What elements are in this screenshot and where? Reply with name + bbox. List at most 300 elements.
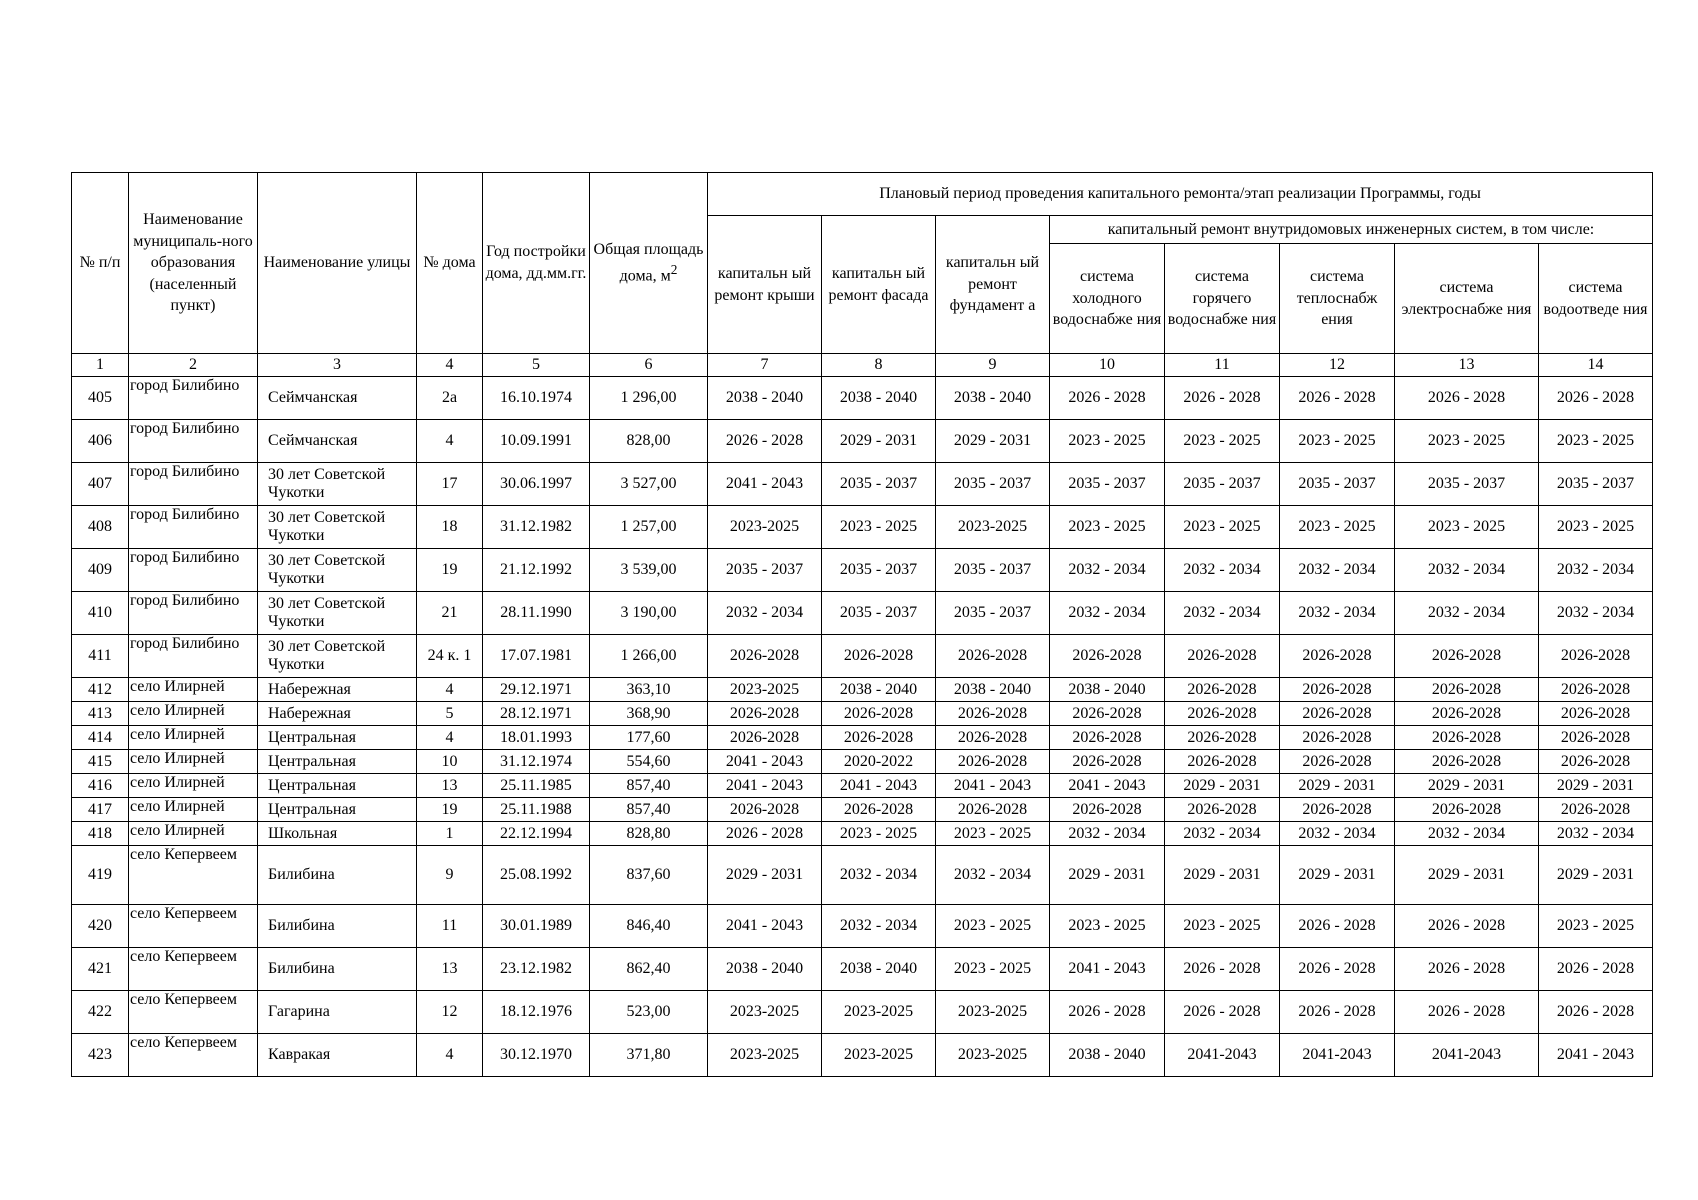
row-municipality: село Кепервеем bbox=[129, 846, 258, 905]
row-street: Набережная bbox=[258, 702, 417, 726]
column-index: 9 bbox=[936, 354, 1050, 377]
header-street: Наименование улицы bbox=[258, 173, 417, 354]
row-foundation-period: 2032 - 2034 bbox=[936, 846, 1050, 905]
row-number: 405 bbox=[72, 377, 129, 420]
row-cold-water-period: 2026-2028 bbox=[1050, 635, 1165, 678]
header-sewerage: система водоотведе ния bbox=[1539, 244, 1653, 354]
row-foundation-period: 2035 - 2037 bbox=[936, 549, 1050, 592]
row-cold-water-period: 2038 - 2040 bbox=[1050, 678, 1165, 702]
row-cold-water-period: 2032 - 2034 bbox=[1050, 549, 1165, 592]
row-total-area: 1 257,00 bbox=[590, 506, 708, 549]
row-sewerage-period: 2026-2028 bbox=[1539, 798, 1653, 822]
table-row bbox=[72, 549, 1653, 592]
column-index: 13 bbox=[1395, 354, 1539, 377]
row-build-date: 29.12.1971 bbox=[483, 678, 590, 702]
row-roof-period: 2029 - 2031 bbox=[708, 846, 822, 905]
row-hot-water-period: 2026 - 2028 bbox=[1165, 377, 1280, 420]
row-street: Сеймчанская bbox=[258, 377, 417, 420]
row-total-area: 862,40 bbox=[590, 948, 708, 991]
row-house-number: 24 к. 1 bbox=[417, 635, 483, 678]
row-sewerage-period: 2032 - 2034 bbox=[1539, 822, 1653, 846]
row-hot-water-period: 2026 - 2028 bbox=[1165, 948, 1280, 991]
column-index: 10 bbox=[1050, 354, 1165, 377]
row-heating-period: 2029 - 2031 bbox=[1280, 846, 1395, 905]
header-total-area-label: Общая площадь дома, м bbox=[593, 241, 704, 285]
table-row bbox=[72, 948, 1653, 991]
row-facade-period: 2029 - 2031 bbox=[822, 420, 936, 463]
row-house-number: 4 bbox=[417, 678, 483, 702]
row-hot-water-period: 2023 - 2025 bbox=[1165, 420, 1280, 463]
row-build-date: 30.06.1997 bbox=[483, 463, 590, 506]
header-internal-systems: капитальный ремонт внутридомовых инженерных систем, в том числе: bbox=[1050, 216, 1653, 244]
row-hot-water-period: 2026-2028 bbox=[1165, 750, 1280, 774]
row-build-date: 25.11.1985 bbox=[483, 774, 590, 798]
row-electricity-period: 2035 - 2037 bbox=[1395, 463, 1539, 506]
row-roof-period: 2026-2028 bbox=[708, 635, 822, 678]
row-heating-period: 2029 - 2031 bbox=[1280, 774, 1395, 798]
table-row bbox=[72, 463, 1653, 506]
row-roof-period: 2026 - 2028 bbox=[708, 420, 822, 463]
table-row bbox=[72, 846, 1653, 905]
table-row bbox=[72, 420, 1653, 463]
row-hot-water-period: 2041-2043 bbox=[1165, 1034, 1280, 1077]
row-electricity-period: 2032 - 2034 bbox=[1395, 549, 1539, 592]
row-hot-water-period: 2026-2028 bbox=[1165, 702, 1280, 726]
row-heating-period: 2026 - 2028 bbox=[1280, 991, 1395, 1034]
row-cold-water-period: 2032 - 2034 bbox=[1050, 822, 1165, 846]
column-index: 1 bbox=[72, 354, 129, 377]
row-house-number: 17 bbox=[417, 463, 483, 506]
row-roof-period: 2026 - 2028 bbox=[708, 822, 822, 846]
row-sewerage-period: 2026-2028 bbox=[1539, 702, 1653, 726]
row-facade-period: 2041 - 2043 bbox=[822, 774, 936, 798]
row-heating-period: 2026-2028 bbox=[1280, 702, 1395, 726]
row-street: 30 лет Советской Чукотки bbox=[258, 592, 417, 635]
row-street: Школьная bbox=[258, 822, 417, 846]
row-total-area: 828,80 bbox=[590, 822, 708, 846]
row-number: 410 bbox=[72, 592, 129, 635]
row-hot-water-period: 2029 - 2031 bbox=[1165, 846, 1280, 905]
row-street: Билибина bbox=[258, 846, 417, 905]
row-electricity-period: 2023 - 2025 bbox=[1395, 506, 1539, 549]
column-index: 12 bbox=[1280, 354, 1395, 377]
row-cold-water-period: 2032 - 2034 bbox=[1050, 592, 1165, 635]
row-heating-period: 2026-2028 bbox=[1280, 726, 1395, 750]
row-cold-water-period: 2035 - 2037 bbox=[1050, 463, 1165, 506]
row-build-date: 25.11.1988 bbox=[483, 798, 590, 822]
row-total-area: 177,60 bbox=[590, 726, 708, 750]
column-index: 3 bbox=[258, 354, 417, 377]
row-facade-period: 2035 - 2037 bbox=[822, 463, 936, 506]
row-hot-water-period: 2029 - 2031 bbox=[1165, 774, 1280, 798]
header-municipality: Наименование муниципаль-ного образования (населенный пункт) bbox=[129, 173, 258, 354]
row-roof-period: 2041 - 2043 bbox=[708, 905, 822, 948]
row-number: 421 bbox=[72, 948, 129, 991]
table-row bbox=[72, 798, 1653, 822]
row-number: 417 bbox=[72, 798, 129, 822]
row-total-area: 3 190,00 bbox=[590, 592, 708, 635]
row-roof-period: 2041 - 2043 bbox=[708, 774, 822, 798]
row-electricity-period: 2029 - 2031 bbox=[1395, 846, 1539, 905]
table-row bbox=[72, 774, 1653, 798]
row-hot-water-period: 2026 - 2028 bbox=[1165, 991, 1280, 1034]
column-index: 8 bbox=[822, 354, 936, 377]
row-municipality: село Кепервеем bbox=[129, 1034, 258, 1077]
table-row bbox=[72, 822, 1653, 846]
row-municipality: город Билибино bbox=[129, 549, 258, 592]
row-electricity-period: 2026-2028 bbox=[1395, 798, 1539, 822]
row-sewerage-period: 2026 - 2028 bbox=[1539, 991, 1653, 1034]
row-municipality: город Билибино bbox=[129, 506, 258, 549]
row-electricity-period: 2032 - 2034 bbox=[1395, 592, 1539, 635]
row-hot-water-period: 2035 - 2037 bbox=[1165, 463, 1280, 506]
row-sewerage-period: 2029 - 2031 bbox=[1539, 774, 1653, 798]
row-facade-period: 2038 - 2040 bbox=[822, 678, 936, 702]
row-build-date: 31.12.1982 bbox=[483, 506, 590, 549]
row-foundation-period: 2038 - 2040 bbox=[936, 678, 1050, 702]
row-facade-period: 2020-2022 bbox=[822, 750, 936, 774]
row-roof-period: 2023-2025 bbox=[708, 1034, 822, 1077]
row-foundation-period: 2026-2028 bbox=[936, 702, 1050, 726]
row-municipality: село Илирней bbox=[129, 702, 258, 726]
row-house-number: 11 bbox=[417, 905, 483, 948]
row-municipality: село Илирней bbox=[129, 774, 258, 798]
row-facade-period: 2035 - 2037 bbox=[822, 592, 936, 635]
row-house-number: 10 bbox=[417, 750, 483, 774]
column-index: 4 bbox=[417, 354, 483, 377]
row-electricity-period: 2032 - 2034 bbox=[1395, 822, 1539, 846]
row-build-date: 21.12.1992 bbox=[483, 549, 590, 592]
row-street: Билибина bbox=[258, 905, 417, 948]
row-build-date: 28.11.1990 bbox=[483, 592, 590, 635]
row-foundation-period: 2023 - 2025 bbox=[936, 948, 1050, 991]
row-build-date: 30.01.1989 bbox=[483, 905, 590, 948]
row-heating-period: 2026-2028 bbox=[1280, 635, 1395, 678]
row-municipality: город Билибино bbox=[129, 420, 258, 463]
row-heating-period: 2026 - 2028 bbox=[1280, 905, 1395, 948]
row-facade-period: 2035 - 2037 bbox=[822, 549, 936, 592]
row-municipality: село Кепервеем bbox=[129, 905, 258, 948]
row-facade-period: 2023 - 2025 bbox=[822, 822, 936, 846]
row-electricity-period: 2026 - 2028 bbox=[1395, 948, 1539, 991]
row-electricity-period: 2026 - 2028 bbox=[1395, 991, 1539, 1034]
header-cold-water: система холодного водоснабже ния bbox=[1050, 244, 1165, 354]
row-municipality: село Илирней bbox=[129, 678, 258, 702]
row-total-area: 857,40 bbox=[590, 798, 708, 822]
row-build-date: 25.08.1992 bbox=[483, 846, 590, 905]
row-number: 420 bbox=[72, 905, 129, 948]
row-facade-period: 2038 - 2040 bbox=[822, 948, 936, 991]
row-electricity-period: 2041-2043 bbox=[1395, 1034, 1539, 1077]
row-hot-water-period: 2026-2028 bbox=[1165, 678, 1280, 702]
row-build-date: 23.12.1982 bbox=[483, 948, 590, 991]
row-number: 406 bbox=[72, 420, 129, 463]
row-total-area: 1 266,00 bbox=[590, 635, 708, 678]
row-street: Центральная bbox=[258, 798, 417, 822]
row-house-number: 13 bbox=[417, 774, 483, 798]
row-total-area: 1 296,00 bbox=[590, 377, 708, 420]
row-hot-water-period: 2026-2028 bbox=[1165, 635, 1280, 678]
table-row bbox=[72, 1034, 1653, 1077]
row-street: 30 лет Советской Чукотки bbox=[258, 506, 417, 549]
row-heating-period: 2026-2028 bbox=[1280, 750, 1395, 774]
row-number: 408 bbox=[72, 506, 129, 549]
row-street: Гагарина bbox=[258, 991, 417, 1034]
row-heating-period: 2032 - 2034 bbox=[1280, 592, 1395, 635]
row-cold-water-period: 2026 - 2028 bbox=[1050, 991, 1165, 1034]
row-street: Набережная bbox=[258, 678, 417, 702]
row-total-area: 3 539,00 bbox=[590, 549, 708, 592]
row-facade-period: 2023 - 2025 bbox=[822, 506, 936, 549]
row-cold-water-period: 2026-2028 bbox=[1050, 750, 1165, 774]
row-facade-period: 2026-2028 bbox=[822, 702, 936, 726]
row-street: Сеймчанская bbox=[258, 420, 417, 463]
row-roof-period: 2038 - 2040 bbox=[708, 377, 822, 420]
row-build-date: 30.12.1970 bbox=[483, 1034, 590, 1077]
row-total-area: 554,60 bbox=[590, 750, 708, 774]
row-foundation-period: 2026-2028 bbox=[936, 750, 1050, 774]
row-electricity-period: 2026 - 2028 bbox=[1395, 905, 1539, 948]
row-house-number: 18 bbox=[417, 506, 483, 549]
row-roof-period: 2041 - 2043 bbox=[708, 750, 822, 774]
row-sewerage-period: 2029 - 2031 bbox=[1539, 846, 1653, 905]
row-build-date: 28.12.1971 bbox=[483, 702, 590, 726]
row-total-area: 368,90 bbox=[590, 702, 708, 726]
row-hot-water-period: 2023 - 2025 bbox=[1165, 506, 1280, 549]
row-number: 414 bbox=[72, 726, 129, 750]
row-foundation-period: 2026-2028 bbox=[936, 726, 1050, 750]
table-header bbox=[72, 173, 1653, 377]
row-number: 423 bbox=[72, 1034, 129, 1077]
row-sewerage-period: 2026-2028 bbox=[1539, 678, 1653, 702]
row-hot-water-period: 2026-2028 bbox=[1165, 726, 1280, 750]
column-index: 11 bbox=[1165, 354, 1280, 377]
row-house-number: 12 bbox=[417, 991, 483, 1034]
row-sewerage-period: 2035 - 2037 bbox=[1539, 463, 1653, 506]
row-municipality: село Илирней bbox=[129, 822, 258, 846]
row-sewerage-period: 2026 - 2028 bbox=[1539, 377, 1653, 420]
row-municipality: город Билибино bbox=[129, 377, 258, 420]
row-foundation-period: 2029 - 2031 bbox=[936, 420, 1050, 463]
row-cold-water-period: 2023 - 2025 bbox=[1050, 905, 1165, 948]
row-facade-period: 2023-2025 bbox=[822, 991, 936, 1034]
row-house-number: 4 bbox=[417, 726, 483, 750]
row-municipality: село Кепервеем bbox=[129, 948, 258, 991]
row-cold-water-period: 2038 - 2040 bbox=[1050, 1034, 1165, 1077]
header-number: № п/п bbox=[72, 173, 129, 354]
row-sewerage-period: 2026 - 2028 bbox=[1539, 948, 1653, 991]
column-index-row bbox=[72, 354, 1653, 377]
row-total-area: 828,00 bbox=[590, 420, 708, 463]
table-row bbox=[72, 750, 1653, 774]
row-house-number: 2а bbox=[417, 377, 483, 420]
row-facade-period: 2026-2028 bbox=[822, 798, 936, 822]
row-foundation-period: 2026-2028 bbox=[936, 798, 1050, 822]
row-municipality: город Билибино bbox=[129, 592, 258, 635]
row-heating-period: 2023 - 2025 bbox=[1280, 506, 1395, 549]
row-street: Кавракая bbox=[258, 1034, 417, 1077]
row-foundation-period: 2023-2025 bbox=[936, 991, 1050, 1034]
row-roof-period: 2041 - 2043 bbox=[708, 463, 822, 506]
row-facade-period: 2026-2028 bbox=[822, 726, 936, 750]
row-foundation-period: 2023 - 2025 bbox=[936, 822, 1050, 846]
table-row bbox=[72, 506, 1653, 549]
row-cold-water-period: 2026-2028 bbox=[1050, 702, 1165, 726]
row-electricity-period: 2029 - 2031 bbox=[1395, 774, 1539, 798]
row-sewerage-period: 2026-2028 bbox=[1539, 635, 1653, 678]
row-electricity-period: 2026-2028 bbox=[1395, 678, 1539, 702]
header-total-area-sup: 2 bbox=[670, 261, 678, 277]
row-foundation-period: 2023 - 2025 bbox=[936, 905, 1050, 948]
row-house-number: 9 bbox=[417, 846, 483, 905]
row-facade-period: 2038 - 2040 bbox=[822, 377, 936, 420]
row-hot-water-period: 2026-2028 bbox=[1165, 798, 1280, 822]
row-cold-water-period: 2041 - 2043 bbox=[1050, 948, 1165, 991]
header-total-area bbox=[590, 173, 708, 354]
row-roof-period: 2038 - 2040 bbox=[708, 948, 822, 991]
row-foundation-period: 2023-2025 bbox=[936, 1034, 1050, 1077]
row-build-date: 18.12.1976 bbox=[483, 991, 590, 1034]
row-build-date: 17.07.1981 bbox=[483, 635, 590, 678]
row-total-area: 371,80 bbox=[590, 1034, 708, 1077]
row-sewerage-period: 2023 - 2025 bbox=[1539, 905, 1653, 948]
table-row bbox=[72, 635, 1653, 678]
table-row bbox=[72, 726, 1653, 750]
row-roof-period: 2023-2025 bbox=[708, 678, 822, 702]
header-house-number: № дома bbox=[417, 173, 483, 354]
row-street: Билибина bbox=[258, 948, 417, 991]
row-total-area: 846,40 bbox=[590, 905, 708, 948]
row-heating-period: 2026-2028 bbox=[1280, 798, 1395, 822]
column-index: 6 bbox=[590, 354, 708, 377]
row-foundation-period: 2026-2028 bbox=[936, 635, 1050, 678]
row-number: 418 bbox=[72, 822, 129, 846]
row-sewerage-period: 2041 - 2043 bbox=[1539, 1034, 1653, 1077]
table-row bbox=[72, 377, 1653, 420]
row-heating-period: 2023 - 2025 bbox=[1280, 420, 1395, 463]
header-planned-period: Плановый период проведения капитального ремонта/этап реализации Программы, годы bbox=[708, 173, 1653, 216]
row-roof-period: 2023-2025 bbox=[708, 506, 822, 549]
row-electricity-period: 2026 - 2028 bbox=[1395, 377, 1539, 420]
row-number: 407 bbox=[72, 463, 129, 506]
row-heating-period: 2026 - 2028 bbox=[1280, 948, 1395, 991]
header-electricity: система электроснабже ния bbox=[1395, 244, 1539, 354]
row-sewerage-period: 2032 - 2034 bbox=[1539, 549, 1653, 592]
row-house-number: 19 bbox=[417, 798, 483, 822]
row-cold-water-period: 2026-2028 bbox=[1050, 798, 1165, 822]
row-municipality: город Билибино bbox=[129, 463, 258, 506]
row-heating-period: 2026-2028 bbox=[1280, 678, 1395, 702]
row-roof-period: 2023-2025 bbox=[708, 991, 822, 1034]
row-roof-period: 2026-2028 bbox=[708, 798, 822, 822]
row-heating-period: 2026 - 2028 bbox=[1280, 377, 1395, 420]
table-body bbox=[72, 377, 1653, 1077]
table-row bbox=[72, 678, 1653, 702]
row-municipality: село Илирней bbox=[129, 750, 258, 774]
row-electricity-period: 2026-2028 bbox=[1395, 635, 1539, 678]
row-street: 30 лет Советской Чукотки bbox=[258, 549, 417, 592]
row-total-area: 523,00 bbox=[590, 991, 708, 1034]
row-cold-water-period: 2026-2028 bbox=[1050, 726, 1165, 750]
row-house-number: 5 bbox=[417, 702, 483, 726]
capital-repair-table bbox=[71, 172, 1653, 1077]
row-house-number: 19 bbox=[417, 549, 483, 592]
row-foundation-period: 2035 - 2037 bbox=[936, 592, 1050, 635]
row-sewerage-period: 2032 - 2034 bbox=[1539, 592, 1653, 635]
row-roof-period: 2026-2028 bbox=[708, 702, 822, 726]
row-municipality: село Илирней bbox=[129, 726, 258, 750]
header-heating: система теплоснабж ения bbox=[1280, 244, 1395, 354]
row-electricity-period: 2026-2028 bbox=[1395, 750, 1539, 774]
row-cold-water-period: 2029 - 2031 bbox=[1050, 846, 1165, 905]
header-roof-repair: капитальн ый ремонт крыши bbox=[708, 216, 822, 354]
row-hot-water-period: 2032 - 2034 bbox=[1165, 592, 1280, 635]
row-heating-period: 2035 - 2037 bbox=[1280, 463, 1395, 506]
header-build-date: Год постройки дома, дд.мм.гг. bbox=[483, 173, 590, 354]
row-total-area: 857,40 bbox=[590, 774, 708, 798]
row-electricity-period: 2026-2028 bbox=[1395, 726, 1539, 750]
row-total-area: 3 527,00 bbox=[590, 463, 708, 506]
row-build-date: 16.10.1974 bbox=[483, 377, 590, 420]
row-facade-period: 2032 - 2034 bbox=[822, 905, 936, 948]
row-number: 411 bbox=[72, 635, 129, 678]
row-foundation-period: 2038 - 2040 bbox=[936, 377, 1050, 420]
table-row bbox=[72, 702, 1653, 726]
row-number: 422 bbox=[72, 991, 129, 1034]
row-house-number: 4 bbox=[417, 1034, 483, 1077]
column-index: 5 bbox=[483, 354, 590, 377]
row-street: 30 лет Советской Чукотки bbox=[258, 635, 417, 678]
table-row bbox=[72, 592, 1653, 635]
row-house-number: 21 bbox=[417, 592, 483, 635]
row-cold-water-period: 2026 - 2028 bbox=[1050, 377, 1165, 420]
row-sewerage-period: 2026-2028 bbox=[1539, 750, 1653, 774]
column-index: 7 bbox=[708, 354, 822, 377]
row-street: Центральная bbox=[258, 774, 417, 798]
row-roof-period: 2032 - 2034 bbox=[708, 592, 822, 635]
row-number: 409 bbox=[72, 549, 129, 592]
row-house-number: 1 bbox=[417, 822, 483, 846]
row-heating-period: 2032 - 2034 bbox=[1280, 549, 1395, 592]
row-total-area: 837,60 bbox=[590, 846, 708, 905]
row-number: 419 bbox=[72, 846, 129, 905]
row-cold-water-period: 2041 - 2043 bbox=[1050, 774, 1165, 798]
row-electricity-period: 2023 - 2025 bbox=[1395, 420, 1539, 463]
row-cold-water-period: 2023 - 2025 bbox=[1050, 420, 1165, 463]
row-number: 415 bbox=[72, 750, 129, 774]
header-foundation-repair: капитальн ый ремонт фундамент а bbox=[936, 216, 1050, 354]
row-foundation-period: 2035 - 2037 bbox=[936, 463, 1050, 506]
column-index: 14 bbox=[1539, 354, 1653, 377]
header-hot-water: система горячего водоснабже ния bbox=[1165, 244, 1280, 354]
column-index: 2 bbox=[129, 354, 258, 377]
row-house-number: 13 bbox=[417, 948, 483, 991]
row-municipality: город Билибино bbox=[129, 635, 258, 678]
row-number: 413 bbox=[72, 702, 129, 726]
header-facade-repair: капитальн ый ремонт фасада bbox=[822, 216, 936, 354]
table-row bbox=[72, 905, 1653, 948]
table-row bbox=[72, 991, 1653, 1034]
row-sewerage-period: 2026-2028 bbox=[1539, 726, 1653, 750]
row-cold-water-period: 2023 - 2025 bbox=[1050, 506, 1165, 549]
row-facade-period: 2026-2028 bbox=[822, 635, 936, 678]
row-build-date: 18.01.1993 bbox=[483, 726, 590, 750]
row-municipality: село Кепервеем bbox=[129, 991, 258, 1034]
row-sewerage-period: 2023 - 2025 bbox=[1539, 506, 1653, 549]
row-number: 416 bbox=[72, 774, 129, 798]
row-number: 412 bbox=[72, 678, 129, 702]
row-foundation-period: 2023-2025 bbox=[936, 506, 1050, 549]
